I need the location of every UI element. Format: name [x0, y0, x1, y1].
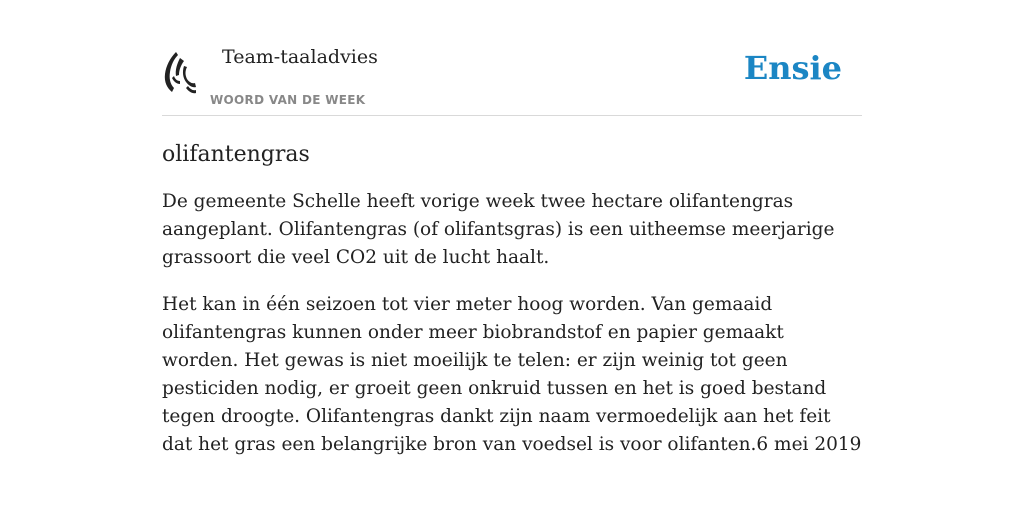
- flemish-lion-logo-icon: [162, 48, 198, 96]
- article-paragraph: [162, 291, 862, 459]
- article-date: 6 mei 2019: [756, 434, 862, 455]
- article-card: [162, 0, 862, 512]
- article-title: olifantengras: [162, 142, 310, 167]
- site-name[interactable]: Team-taaladvies: [222, 46, 378, 68]
- brand-logo-link[interactable]: Ensie: [743, 49, 842, 87]
- category-label: WOORD VAN DE WEEK: [210, 93, 366, 107]
- article-paragraph: De gemeente Schelle heeft vorige week twee hectare olifantengras aangeplant. Olifantengras (of olifantsgras) is een uitheemse meerjarige grassoort die veel CO2 uit de lucht haalt.: [162, 191, 835, 268]
- article-paragraph-text: Het kan in één seizoen tot vier meter hoog worden. Van gemaaid olifantengras kunnen onder meer biobrandstof en papier gemaakt worden. Het gewas is niet moeilijk te telen: er zijn weinig tot geen pesticiden nodig, er groeit geen onkruid tussen en het is goed bestand tegen droogte. Olifantengras dankt zijn naam vermoedelijk aan het feit dat het gras een belangrijke bron van voedsel is voor olifanten.: [162, 294, 831, 455]
- header: [162, 0, 862, 116]
